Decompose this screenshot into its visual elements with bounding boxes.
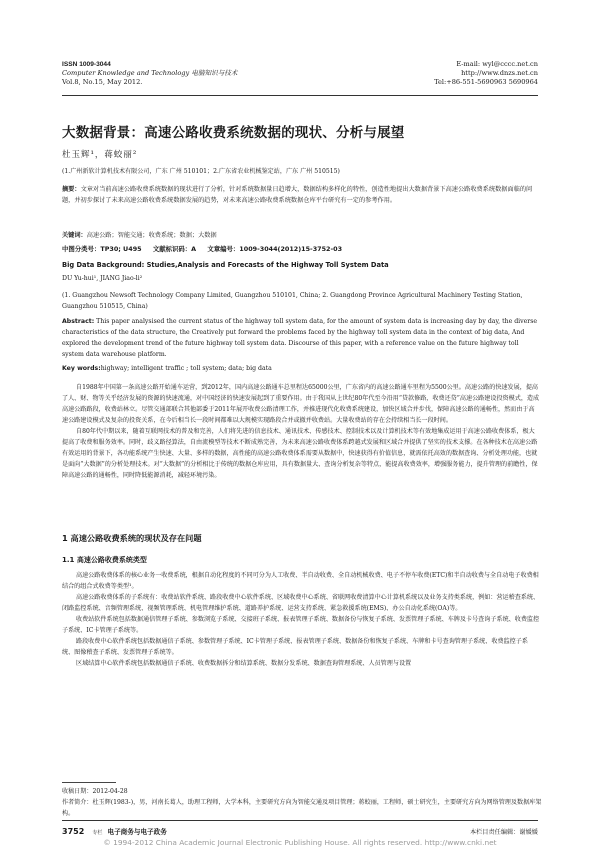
english-abstract-label: Abstract: xyxy=(62,318,95,325)
english-title: Big Data Background: Studies,Analysis and Forecasts of the Highway Toll System Data xyxy=(62,261,389,269)
abstract-cn-label: 摘要： xyxy=(62,186,81,193)
volume-info: Vol.8, No.15, May 2012. xyxy=(62,78,143,86)
section-1-1-body xyxy=(62,570,540,669)
english-keywords xyxy=(62,365,272,372)
body-paragraph: 区域结算中心软件系统包括数据通信子系统、收费数据拆分和结算系统、数据分发系统、数据查询管理系统、人员管理与设置 xyxy=(76,660,412,667)
journal-section: 电子商务与电子政务 xyxy=(107,828,167,836)
body-paragraph: 路段收费中心软件系统包括数据通信子系统、参数管理子系统、IC卡管理子系统、报表管理子系统、数据备份和恢复子系统、车牌和卡号查询管理子系统、收费监控子系统、图像稽查子系统、发票管理子系统等。 xyxy=(62,638,528,656)
body-paragraph: 自1988年中国第一条高速公路开始通车运营，到2012年，国内高速公路通车总里程达65000公里，广东省内的高速公路通车里程为5500公里。高速公路的快速发展，提高了人、财、物等关乎经济发展的资源的快速流通，对中国经济的快速发展起到了重要作用。由于我国从上世纪80年代至今沿用“贷款修路，收费还贷”高速公路建设投资模式，造成高速公路路段，收费站林立。尽管交通部联合其他部委于2011年展开收费公路清理工作，并推进现代化收费系统建设，加快区域合并步伐，保障高速公路的通畅性，然而由于高速公路建设模式及复杂的投资关系，在今后相当长一段时间都难以大规模实现路段合并或撤并收费站。大量收费站的存在会持续相当长一段时间。 xyxy=(62,384,540,424)
journal-title: Computer Knowledge and Technology 电脑知识与技术 xyxy=(62,69,238,77)
paper-authors: 杜玉辉¹，蒋蛟丽² xyxy=(62,150,138,160)
introduction xyxy=(62,382,540,481)
body-paragraph: 高速公路收费体系的子系统有：收费站软件系统、路段收费中心软件系统、区域收费中心系统、省联网收费清算中心计算机系统以及业务支持类系统，例如：营运稽查系统、闭路监控系统、音频管理系统、视频管理系统、机电管理维护系统、道路养护系统、运营支持系统、紧急救援系统(EMS)、办公自动化系统(OA)等。 xyxy=(62,594,540,612)
clc-number: 中图分类号：TP30; U495 xyxy=(62,245,142,253)
keywords-cn xyxy=(62,230,217,239)
header-rule xyxy=(62,95,538,96)
body-paragraph: 自80年代中期以来，随着互联网技术的普及和完善，人们将先进的信息技术、通讯技术、传感技术、控制技术以及计算机技术等有效地集成运用于高速公路收费体系，极大提高了收费和服务效率。同时，歧义路径算法，自由流模型等技术不断成熟完善，为未来高速公路收费体系跨越式发展和区域合并提供了坚实的技术支撑。在各种技术在高速公路有效运用的背景下，各功能系统产生快速、大量、多样的数据，高性能的高速公路收费体系需要从数据中，快速获得有价值信息，就需依托高效的数据查询、分析处理功能，也就是面向“大数据”的分析处理技术。对“大数据”的分析相比于传统的数据仓库应用，具有数据量大、查询分析复杂等特点，能提高收费效率，增强服务能力，提升管理的前瞻性，保障高速公路的通畅性，同时降低能源消耗，减轻环境污染。 xyxy=(62,428,538,479)
english-keywords-text: highway; intelligent traffic ; toll system; data; big data xyxy=(100,365,272,372)
abstract-cn-text: 文章对当前高速公路收费系统数据的现状进行了分析，针对系统数据量日趋增大，数据结构多样化的特性，创造性地提出大数据背景下高速公路收费系统数据面临的问题，并初步探讨了未来高速公路收费系统数据发展的趋势，对未来高速公路收费系统数据仓库平台研究有一定的参考作用。 xyxy=(62,186,533,204)
footer-rule xyxy=(62,820,538,821)
footnote-author-bio: 作者简介：杜玉辉(1983-)，男，河南长葛人，助理工程师，大学本科，主要研究方向为智能交通及项目管理；蒋蛟丽，工程师，硕士研究生，主要研究方向为网络管理及数据库架构。 xyxy=(62,799,542,817)
footnote-rule xyxy=(62,782,116,783)
english-affiliation: (1. Guangzhou Newsoft Technology Company Limited, Guangzhou 510101, China; 2. Guangdong Province Agricultural Machinery Testing Station, Guangzhou 510515, China) xyxy=(62,292,523,310)
footer-left xyxy=(62,826,167,836)
footnote-received: 收稿日期：2012-04-28 xyxy=(62,788,128,795)
body-paragraph: 高速公路收费体系的核心业务一收费系统，根据自动化程度的不同可分为人工收费、半自动收费、全自动机械收费、电子不停车收费(ETC)和半自动收费与全自动电子收费相结合的组合式收费等类型¹。 xyxy=(62,572,539,590)
keywords-cn-text: 高速公路；智能交通；收费系统；数据；大数据 xyxy=(86,232,217,239)
body-paragraph: 收费站软件系统包括数据通信管理子系统、参数浏览子系统、交接班子系统、报表管理子系统、数据备份与恢复子系统、发票管理子系统、车牌及卡号查询子系统、收费监控子系统、IC卡管理子系统等。 xyxy=(62,616,540,634)
paper-affiliation: (1.广州新软计算机技术有限公司，广东 广州 510101；2.广东省农业机械鉴定站，广东 广州 510515) xyxy=(62,168,340,175)
contact-tel: Tel:+86-551-5690963 5690964 xyxy=(434,78,538,86)
journal-url: http://www.dnzs.net.cn xyxy=(461,69,538,77)
copyright-watermark: © 1994-2012 China Academic Journal Electronic Publishing House. All rights reserved. http://www.cnki.net xyxy=(103,838,497,847)
journal-header-left xyxy=(62,60,238,87)
contact-email: E-mail: wyl@cccc.net.cn xyxy=(456,60,538,68)
page-number: 3752 xyxy=(62,827,85,836)
section-code: 专栏 xyxy=(92,830,103,836)
english-abstract-text: This paper analysised the current status of the highway toll system data, for the amount of system data is increasing day by day, the diverse characteristics of the data structure, the Creatively put forward the problems faced by the highway toll system data in the context of big data, And explored the development trend of the future highway toll system data. Discourse of this paper, with a reference value on the future highway toll system data warehouse platform. xyxy=(62,318,538,358)
issn: ISSN 1009-3044 xyxy=(62,61,111,68)
english-authors: DU Yu-hui¹, JIANG Jiao-li² xyxy=(62,275,143,282)
classification-line xyxy=(62,244,342,253)
document-code: 文献标识码：A xyxy=(152,245,197,253)
journal-header-right xyxy=(434,60,538,87)
section-heading: 1 高速公路收费系统的现状及存在问题 xyxy=(62,533,202,543)
subsection-heading: 1.1 高速公路收费系统类型 xyxy=(62,556,147,564)
abstract-cn xyxy=(62,184,540,206)
column-editor: 本栏目责任编辑：谢媛媛 xyxy=(469,829,538,836)
english-keywords-label: Key words: xyxy=(62,365,101,372)
paper-title: 大数据背景：高速公路收费系统数据的现状、分析与展望 xyxy=(62,125,405,141)
article-number: 文章编号：1009-3044(2012)15-3752-03 xyxy=(207,245,343,253)
keywords-cn-label: 关键词： xyxy=(62,232,87,239)
english-abstract xyxy=(62,316,542,360)
